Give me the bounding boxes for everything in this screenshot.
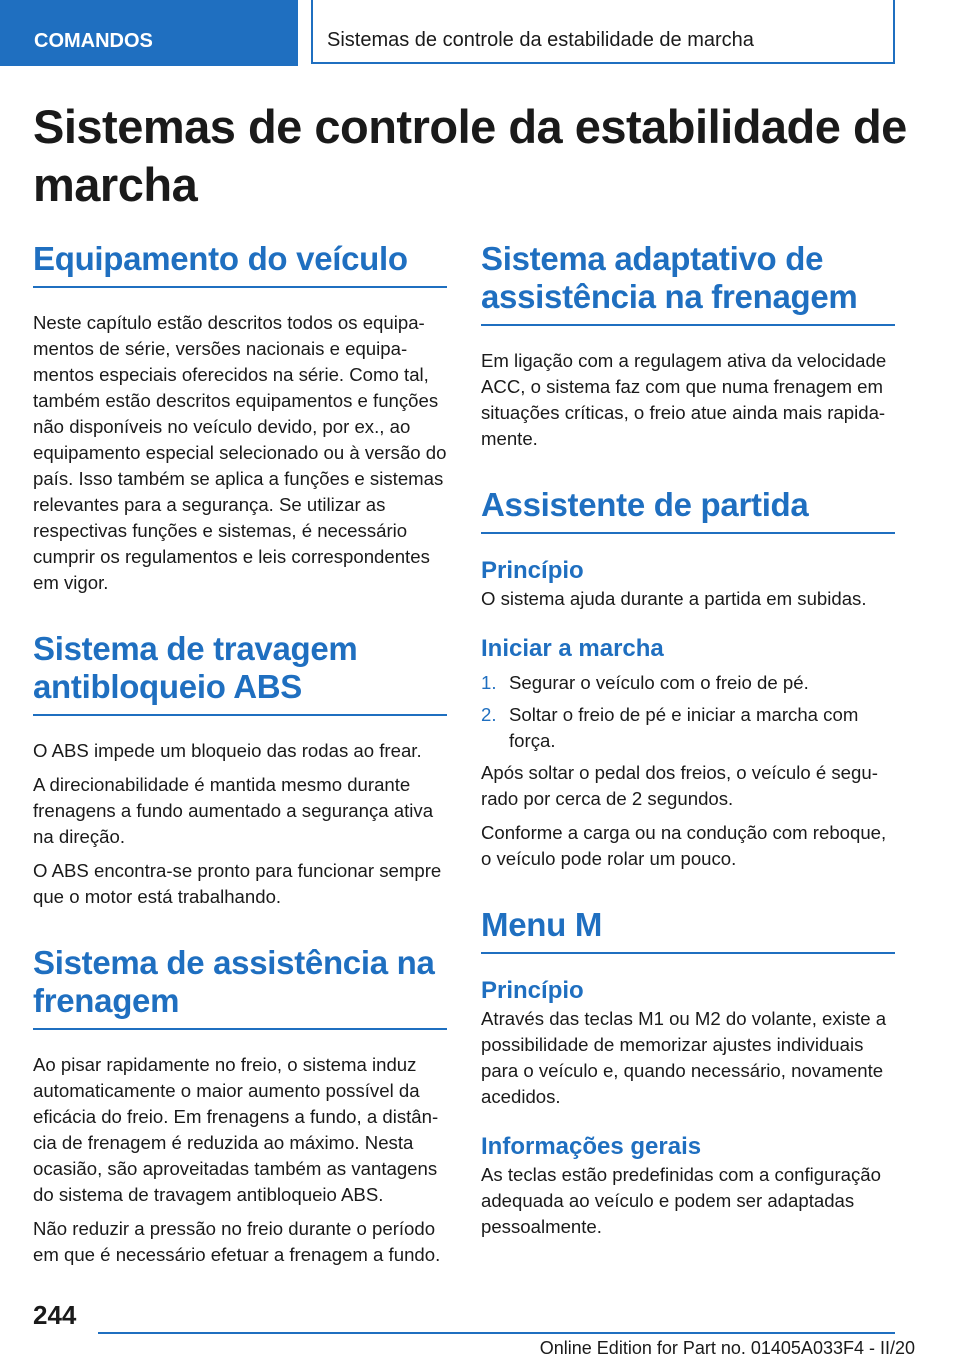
subsection-title-principio: Princípio (481, 557, 584, 584)
section-title-assistente-partida: Assistente de partida (481, 486, 895, 534)
paragraph: Conforme a carga ou na condução com reboque, o veículo pode rolar um pouco. (481, 822, 887, 869)
steps-list (481, 670, 895, 754)
paragraph: Neste capítulo estão descritos todos os equipamentos de série, versões nacionais e equipamentos especiais oferecidos na série. Como tal, também estão descritos equipamentos e funções não disponíveis no veículo devido, por ex., ao equipamento especial selecionado ou à versão do país. Isso também se aplica a funções e sistemas relevantes para a segurança. Se utilizar as respectivas funções e sistemas, é necessário cumprir os regulamentos e leis correspondentes em vigor. (33, 312, 447, 593)
paragraph: O ABS encontra-se pronto para funcionar sempre que o motor está trabalhando. (33, 860, 442, 907)
paragraph: Após soltar o pedal dos freios, o veículo é segurado por cerca de 2 segundos. (481, 762, 878, 809)
section-title-menu-m: Menu M (481, 906, 895, 954)
edition-note: Online Edition for Part no. 01405A033F4 - II/20 (539, 1338, 915, 1358)
footer-divider (98, 1332, 895, 1334)
paragraph: O ABS impede um bloqueio das rodas ao frear. (33, 740, 422, 761)
subsection-title-iniciar-marcha: Iniciar a marcha (481, 635, 664, 662)
paragraph: Não reduzir a pressão no freio durante o período em que é necessário efetuar a frenagem a fundo. (33, 1218, 441, 1265)
section-tab: COMANDOS (0, 0, 298, 66)
paragraph: Ao pisar rapidamente no freio, o sistema induz automaticamente o maior aumento possível da eficácia do freio. Em frenagens a fundo, a distância de frenagem é reduzida ao máximo. Nesta ocasião, são aproveitadas também as vantagens do sistema de travagem antibloqueio ABS. (33, 1054, 439, 1205)
list-item (481, 702, 895, 754)
page-number: 244 (33, 1300, 77, 1330)
step-text: Soltar o freio de pé e iniciar a marcha com força. (509, 704, 859, 751)
section-title-assistencia-frenagem: Sistema de assistência na frenagem (33, 944, 447, 1030)
step-text: Segurar o veículo com o freio de pé. (509, 672, 809, 693)
paragraph: As teclas estão predefinidas com a configuração adequada ao veículo e podem ser adaptadas pessoalmente. (481, 1164, 881, 1237)
paragraph: Em ligação com a regulagem ativa da velocidade ACC, o sistema faz com que numa frenagem em situações críticas, o freio atue ainda mais rapidamente. (481, 350, 887, 449)
left-column (33, 240, 447, 1268)
paragraph: Através das teclas M1 ou M2 do volante, existe a possibilidade de memorizar ajustes individuais para o veículo e, quando necessário, novamente acedidos. (481, 1008, 887, 1107)
subsection-title-informacoes-gerais: Informações gerais (481, 1133, 702, 1160)
list-item (481, 670, 895, 696)
right-column (481, 240, 895, 1240)
chapter-title: Sistemas de controle da estabilidade de marcha (311, 0, 895, 64)
subsection-title-principio: Princípio (481, 977, 584, 1004)
page-title: Sistemas de controle da estabilidade de marcha (33, 100, 907, 211)
paragraph: O sistema ajuda durante a partida em subidas. (481, 588, 867, 609)
page-header (0, 0, 960, 66)
section-title-abs: Sistema de travagem antibloqueio ABS (33, 630, 447, 716)
section-title-equipamento: Equipamento do veículo (33, 240, 447, 288)
step-number: 2. (481, 704, 497, 725)
paragraph: A direcionabilidade é mantida mesmo durante frenagens a fundo aumentado a segurança ativa na direção. (33, 774, 434, 847)
section-title-adaptativo: Sistema adaptativo de assistência na frenagem (481, 240, 895, 326)
step-number: 1. (481, 672, 497, 693)
